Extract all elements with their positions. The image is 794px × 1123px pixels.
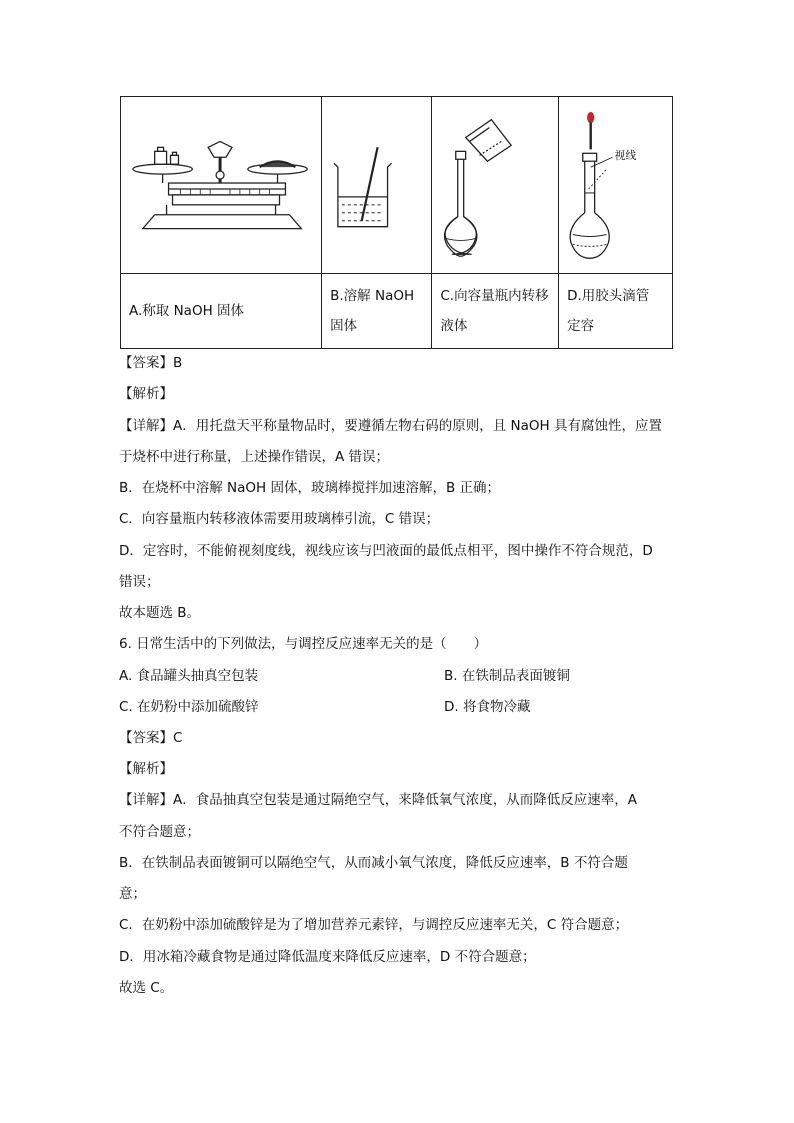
caption-d: D.用胶头滴管 定容 (559, 274, 673, 349)
q6-detail-line: B．在铁制品表面镀铜可以隔绝空气，从而减小氧气浓度，降低反应速率，B 不符合题 (119, 855, 628, 871)
q5-detail-line: 错误； (119, 574, 160, 590)
volumetric-flask-icon (432, 97, 558, 273)
dropper-icon (559, 97, 672, 273)
q6-stem: 6. 日常生活中的下列做法，与调控反应速率无关的是（ ） (119, 636, 488, 652)
q6-option-a: A. 食品罐头抽真空包装 (119, 668, 259, 684)
q6-detail-line: C．在奶粉中添加硫酸锌是为了增加营养元素锌，与调控反应速率无关，C 符合题意； (119, 917, 629, 933)
q5-detail-line: B．在烧杯中溶解 NaOH 固体，玻璃棒搅拌加速溶解，B 正确； (119, 480, 501, 496)
caption-b: B.溶解 NaOH 固体 (322, 274, 432, 349)
q6-detail-line: 【详解】A．食品抽真空包装是通过隔绝空气，来降低氧气浓度，从而降低反应速率，A (119, 792, 637, 808)
q5-detail-line: 故本题选 B。 (119, 605, 201, 621)
q6-analysis-heading: 【解析】 (119, 761, 173, 777)
balance-figure (121, 97, 322, 274)
q6-answer: 【答案】C (119, 730, 183, 746)
experiment-table (120, 96, 673, 349)
q6-detail-line: 意； (119, 886, 146, 902)
sightline-label: 视线 (614, 149, 637, 163)
dropper-figure (559, 97, 673, 274)
q5-detail-line: C．向容量瓶内转移液体需要用玻璃棒引流，C 错误； (119, 511, 440, 527)
q5-detail-line: 于烧杯中进行称量，上述操作错误，A 错误； (119, 449, 390, 465)
q6-option-b: B. 在铁制品表面镀铜 (444, 668, 570, 684)
q6-detail-line: D．用冰箱冷藏食物是通过降低温度来降低反应速率，D 不符合题意； (119, 949, 536, 965)
volumetric-flask-transfer-figure (432, 97, 559, 274)
balance-icon (121, 97, 321, 273)
q6-detail-line: 故选 C。 (119, 980, 174, 996)
q6-detail-line: 不符合题意； (119, 824, 200, 840)
caption-a: A.称取 NaOH 固体 (121, 274, 322, 349)
caption-c: C.向容量瓶内转移 液体 (432, 274, 559, 349)
q6-option-d: D. 将食物冷藏 (444, 699, 531, 715)
q5-detail-line: 【详解】A．用托盘天平称量物品时，要遵循左物右码的原则，且 NaOH 具有腐蚀性，应置 (119, 418, 662, 434)
beaker-figure (322, 97, 432, 274)
q5-answer: 【答案】B (119, 355, 183, 371)
q5-analysis-heading: 【解析】 (119, 386, 173, 402)
q6-option-c: C. 在奶粉中添加硫酸锌 (119, 699, 259, 715)
beaker-icon (322, 97, 431, 273)
q5-detail-line: D．定容时，不能俯视刻度线，视线应该与凹液面的最低点相平，图中操作不符合规范，D (119, 543, 653, 559)
